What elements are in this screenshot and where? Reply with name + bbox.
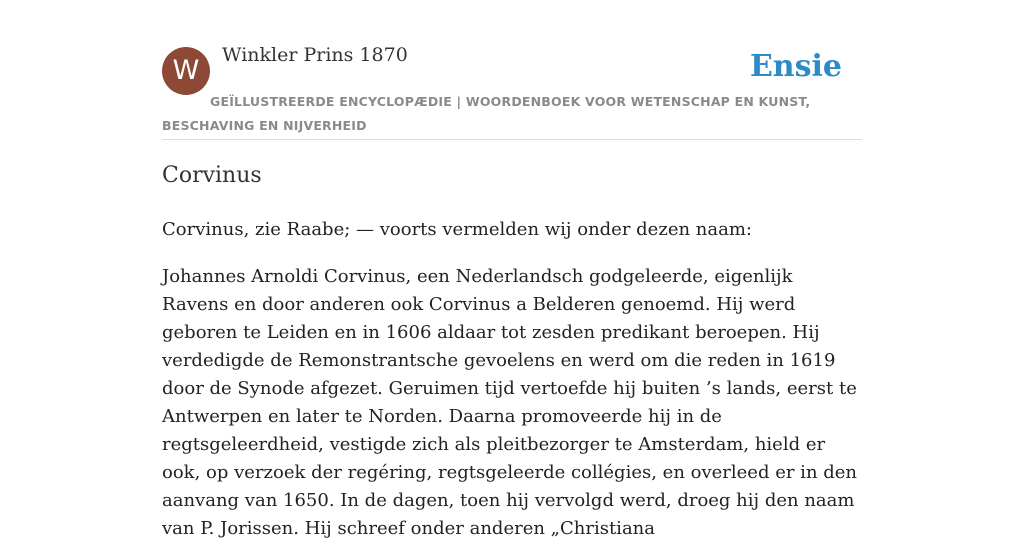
- entry-paragraph: Johannes Arnoldi Corvinus, een Nederlandsch godgeleerde, eigenlijk Ravens en door anderen ook Corvinus a Belderen genoemd. Hij werd geboren te Leiden en in 1606 aldaar tot zesden predikant beroepen. Hij verdedigde de Remonstrantsche gevoelens en werd om die reden in 1619 door de Synode afgezet. Geruimen tijd vertoefde hij buiten ’s lands, eerst te Antwerpen en later te Norden. Daarna promoveerde hij in de regtsgeleerdheid, vestigde zich als pleitbezorger te Amsterdam, hield er ook, op verzoek der regéring, regtsgeleerde collégies, en overleed er in den aanvang van 1650. In de dagen, toen hij vervolgd werd, droeg hij den naam van P. Jorissen. Hij schreef onder anderen „Christiana: [162, 266, 858, 539]
- source-subtitle: GEÏLLUSTREERDE ENCYCLOPÆDIE | WOORDENBOEK VOOR WETENSCHAP EN KUNST, BESCHAVING EN NIJVERHEID: [162, 94, 811, 133]
- source-title-link[interactable]: Winkler Prins 1870: [222, 44, 408, 66]
- ensie-logo[interactable]: Ensie: [749, 49, 842, 84]
- entry-paragraph: Corvinus, zie Raabe; — voorts vermelden wij onder dezen naam:: [162, 219, 752, 240]
- entry-title: Corvinus: [162, 163, 262, 188]
- source-avatar[interactable]: W: [162, 47, 210, 95]
- header-divider: [162, 139, 862, 140]
